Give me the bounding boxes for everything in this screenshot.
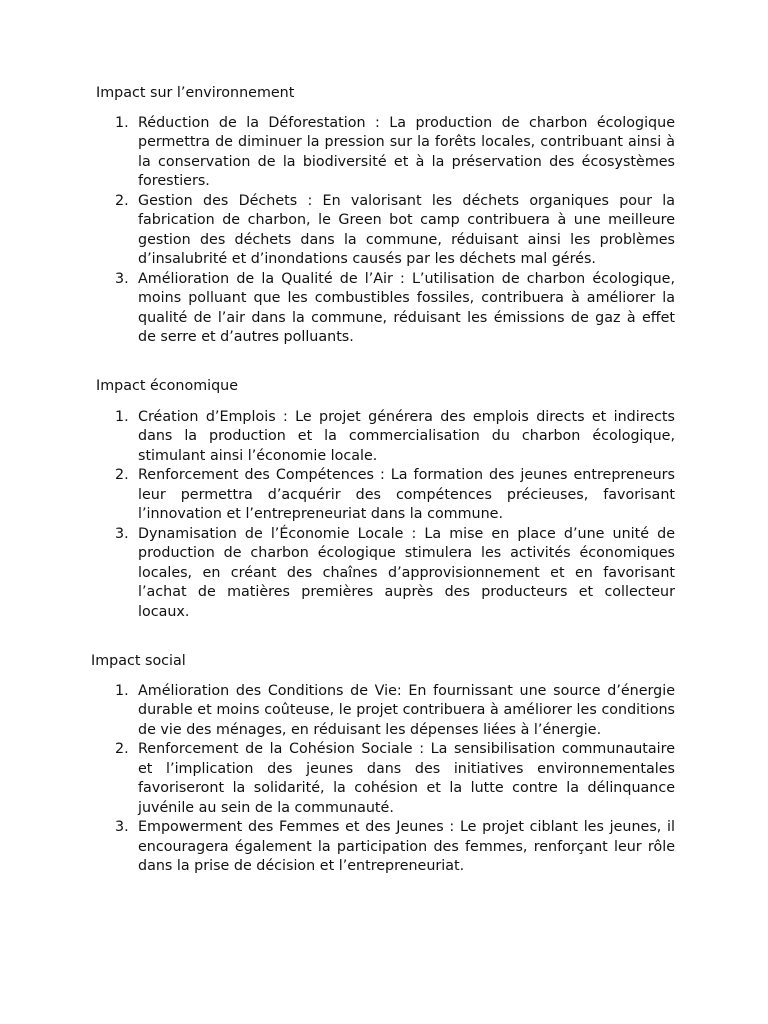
numbered-list [0, 114, 768, 348]
list-item-number: 2. [115, 741, 129, 757]
list-item-text: Création d’Emplois : Le projet générera des emplois directs et indirects dans la production et la commercialisation du charbon écologique, stimulant ainsi l’économie locale. [138, 408, 675, 464]
list-item [0, 192, 675, 270]
list-item-text: Amélioration de la Qualité de l’Air : L’utilisation de charbon écologique, moins polluant que les combustibles fossiles, contribuera à améliorer la qualité de l’air dans la commune, réduisant les émissions de gaz à effet de serre et d’autres polluants. [138, 270, 675, 345]
section-environmental-impact [0, 84, 768, 348]
list-item [0, 818, 675, 877]
numbered-list [0, 682, 768, 877]
list-item [0, 114, 675, 192]
section-economic-impact [0, 377, 768, 622]
list-item-text: Renforcement de la Cohésion Sociale : La sensibilisation communautaire et l’implication des jeunes dans des initiatives environnementales favoriseront la solidarité, la cohésion et la lutte contre la délinquance juvénile au sein de la communauté. [138, 741, 675, 816]
list-item [0, 270, 675, 348]
list-item [0, 525, 675, 623]
list-item [0, 740, 675, 818]
list-item [0, 682, 675, 741]
list-item-number: 1. [115, 682, 129, 699]
list-item-number: 3. [115, 525, 129, 542]
list-item-text: Renforcement des Compétences : La formation des jeunes entrepreneurs leur permettra d’acquérir des compétences précieuses, favorisant l’innovation et l’entrepreneuriat dans la commune. [138, 467, 675, 522]
list-item-number: 3. [115, 270, 129, 287]
section-heading: Impact économique [96, 378, 239, 394]
section-social-impact [0, 652, 768, 877]
list-item-number: 3. [115, 819, 129, 835]
list-item [0, 466, 675, 525]
list-item-text: Réduction de la Déforestation : La production de charbon écologique permettra de diminuer la pression sur la forêts locales, contribuant ainsi à la conservation de la biodiversité et à la préservation des écosystèmes forestiers. [138, 114, 675, 189]
list-item-number: 1. [115, 408, 129, 425]
list-item-number: 2. [115, 467, 129, 483]
list-item-text: Dynamisation de l’Économie Locale : La mise en place d’une unité de production de charbon écologique stimulera les activités économiques locales, en créant des chaînes d’approvisionnement et en favorisant l’achat de matières premières auprès des producteurs et collecteur locaux. [138, 525, 675, 620]
section-heading: Impact sur l’environnement [96, 85, 295, 101]
numbered-list [0, 408, 768, 623]
section-heading: Impact social [91, 653, 186, 669]
list-item [0, 408, 675, 467]
list-item-number: 2. [115, 192, 129, 209]
list-item-text: Gestion des Déchets : En valorisant les déchets organiques pour la fabrication de charbon, le Green bot camp contribuera à une meilleure gestion des déchets dans la commune, réduisant ainsi les problèmes d’insalubrité et d’inondations causés par les déchets mal gérés. [138, 192, 675, 267]
list-item-text: Empowerment des Femmes et des Jeunes : Le projet ciblant les jeunes, il encouragera également la participation des femmes, renforçant leur rôle dans la prise de décision et l’entrepreneuriat. [138, 819, 675, 874]
list-item-number: 1. [115, 114, 129, 131]
list-item-text: Amélioration des Conditions de Vie: En fournissant une source d’énergie durable et moins coûteuse, le projet contribuera à améliorer les conditions de vie des ménages, en réduisant les dépenses liées à l’énergie. [138, 682, 675, 738]
